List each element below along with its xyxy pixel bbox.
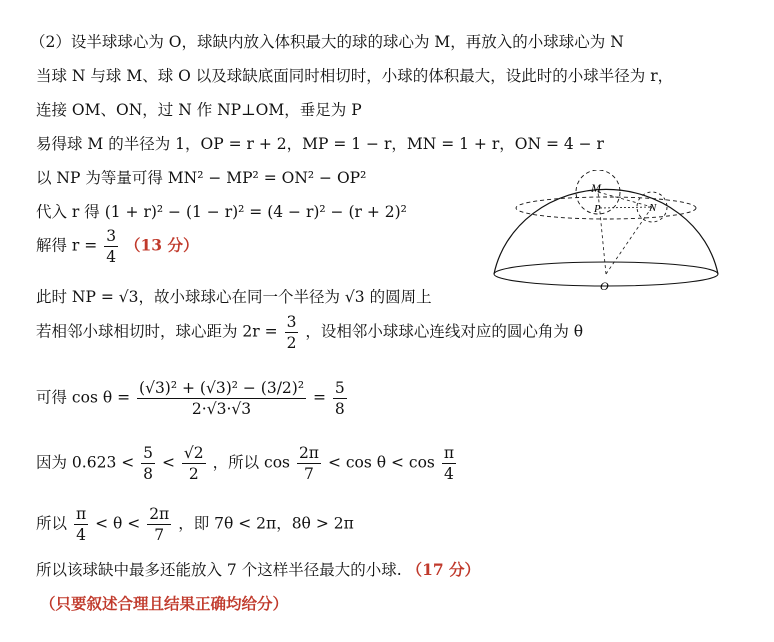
label-p: P	[594, 203, 601, 215]
line-12-c: ，即 7θ < 2π，8θ > 2π	[178, 514, 354, 533]
line-12-a: 所以	[36, 514, 68, 533]
fraction-denominator: 2·√3·√3	[191, 400, 252, 418]
fraction-denominator: 7	[154, 526, 165, 544]
line-11	[36, 443, 458, 484]
line-2: 当球 N 与球 M、球 O 以及球缺底面同时相切时，小球的体积最大，设此时的小球半径为 r，	[36, 67, 674, 85]
label-n: N	[649, 202, 657, 214]
fraction-numerator: 3	[286, 313, 297, 331]
line-9	[36, 312, 583, 353]
line-9-tail: ，设相邻小球球心连线对应的圆心角为 θ	[305, 322, 584, 341]
line-5: 以 NP 为等量可得 MN² − MP² = ON² − OP²	[36, 169, 367, 187]
fraction-denominator: 2	[286, 334, 297, 352]
label-o: O	[600, 279, 609, 293]
fraction-denominator: 8	[334, 400, 345, 418]
score-13: （13 分）	[125, 235, 199, 255]
fraction-denominator: 4	[76, 526, 86, 544]
line-np	[600, 207, 652, 208]
line-6: 代入 r 得 (1 + r)² − (1 − r)² = (4 − r)² − (r + 2)²	[36, 203, 407, 221]
fraction-denominator: 7	[304, 465, 314, 483]
line-3: 连接 OM、ON，过 N 作 NP⊥OM，垂足为 P	[36, 101, 362, 119]
fraction-denominator: 8	[143, 465, 154, 483]
fraction-2pi-7	[297, 443, 321, 484]
line-12	[36, 504, 354, 545]
line-8: 此时 NP = √3，故小球球心在同一个半径为 √3 的圆周上	[36, 288, 432, 306]
line-11-a: 因为 0.623 <	[36, 453, 135, 472]
fraction-numerator: π	[443, 444, 455, 462]
label-m: M	[591, 181, 601, 195]
fraction-5-8b	[141, 443, 155, 484]
fraction-numerator: √2	[183, 444, 204, 462]
hemisphere-figure	[490, 170, 726, 300]
fraction-r	[104, 226, 118, 267]
fraction-numerator: 2π	[149, 505, 170, 523]
equals-sign: =	[312, 388, 326, 407]
line-11-b: ，所以 cos	[212, 453, 290, 472]
fraction-2pi-7b	[147, 504, 171, 545]
line-7-text: 解得 r =	[36, 236, 98, 255]
fraction-numerator: (√3)² + (√3)² − (3/2)²	[139, 379, 305, 397]
fraction-3-2	[285, 312, 299, 353]
line-12-b: < θ <	[95, 514, 141, 533]
line-11-c: < cos θ < cos	[327, 453, 435, 472]
fraction-root2-2	[182, 443, 206, 484]
fraction-numerator: 5	[334, 379, 345, 397]
line-9-text: 若相邻小球相切时，球心距为 2r =	[36, 322, 278, 341]
line-on	[606, 207, 652, 274]
score-17: （17 分）	[406, 560, 481, 579]
line-13-text: 所以该球缺中最多还能放入 7 个这样半径最大的小球.	[36, 561, 402, 579]
fraction-cos	[137, 378, 306, 419]
hemisphere-outline	[494, 189, 718, 274]
line-1: （2）设半球球心为 O，球缺内放入体积最大的球的球心为 M，再放入的小球球心为 N	[30, 33, 624, 51]
line-10	[36, 378, 349, 419]
less-than: <	[161, 453, 175, 472]
fraction-denominator: 4	[106, 248, 117, 266]
line-7	[36, 226, 198, 267]
fraction-denominator: 4	[443, 465, 454, 483]
fraction-numerator: 2π	[298, 444, 319, 462]
line-13	[36, 558, 480, 582]
fraction-pi-4	[442, 443, 456, 484]
line-10-text: 可得 cos θ =	[36, 388, 131, 407]
fraction-pi-4b	[74, 504, 88, 545]
fraction-numerator: 3	[106, 227, 117, 245]
fraction-denominator: 2	[188, 465, 199, 483]
grading-note: （只要叙述合理且结果正确均给分）	[40, 594, 289, 613]
line-4: 易得球 M 的半径为 1，OP = r + 2，MP = 1 − r，MN = 1 + r，ON = 4 − r	[36, 135, 604, 153]
fraction-5-8	[333, 378, 347, 419]
fraction-numerator: 5	[143, 444, 154, 462]
fraction-numerator: π	[75, 505, 87, 523]
